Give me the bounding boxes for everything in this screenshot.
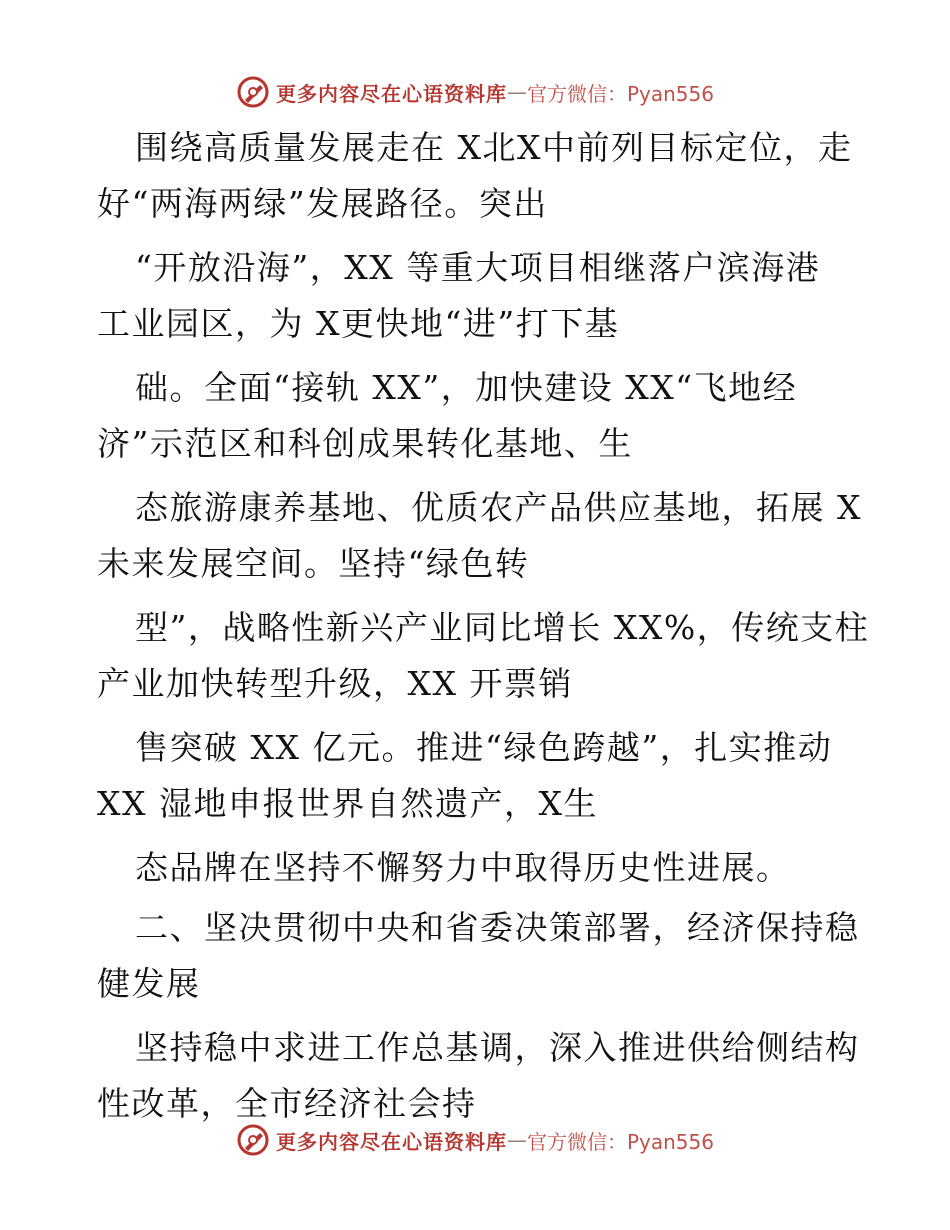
text-line: 性改革，全市经济社会持 — [97, 1084, 477, 1123]
text-line: 态品牌在坚持不懈努力中取得历史性进展。 — [135, 848, 791, 887]
text-line: 未来发展空间。坚持“绿色转 — [97, 544, 530, 583]
text-line: 坚持稳中求进工作总基调，深入推进供给侧结构 — [135, 1028, 860, 1067]
text-line: 础。全面“接轨 XX”，加快建设 XX“飞地经 — [135, 368, 798, 407]
text-line: 济”示范区和科创成果转化基地、生 — [97, 424, 633, 463]
text-line: 态旅游康养基地、优质农产品供应基地，拓展 X — [135, 488, 862, 527]
banner-main-text: 更多内容尽在心语资料库 — [275, 1129, 507, 1154]
text-line: 好“两海两绿”发展路径。突出 — [97, 184, 548, 223]
text-line: 型”，战略性新兴产业同比增长 XX%，传统支柱 — [135, 608, 870, 647]
banner-wechat-text: 官方微信：Pyan556 — [526, 81, 714, 106]
banner-main-text: 更多内容尽在心语资料库 — [275, 81, 507, 106]
banner-wechat-text: 官方微信：Pyan556 — [526, 1129, 714, 1154]
banner-separator: — — [506, 1128, 527, 1152]
text-line: 围绕高质量发展走在 X北X中前列目标定位，走 — [135, 128, 853, 167]
text-line: 工业园区，为 X更快地“进”打下基 — [97, 304, 620, 343]
text-line: 产业加快转型升级，XX 开票销 — [97, 664, 573, 703]
text-line: XX 湿地申报世界自然遗产，X生 — [97, 784, 598, 823]
text-line: “开放沿海”，XX 等重大项目相继落户滨海港 — [135, 248, 821, 287]
section-heading-line: 二、坚决贯彻中央和省委决策部署，经济保持稳 — [135, 908, 860, 947]
footer-watermark-banner — [0, 1120, 950, 1160]
banner-separator: — — [506, 80, 527, 104]
feather-pen-logo-icon — [236, 1123, 270, 1157]
feather-pen-logo-icon — [236, 75, 270, 109]
section-heading-line: 健发展 — [97, 964, 201, 1003]
text-line: 售突破 XX 亿元。推进“绿色跨越”，扎实推动 — [135, 728, 833, 767]
header-watermark-banner — [0, 72, 950, 112]
